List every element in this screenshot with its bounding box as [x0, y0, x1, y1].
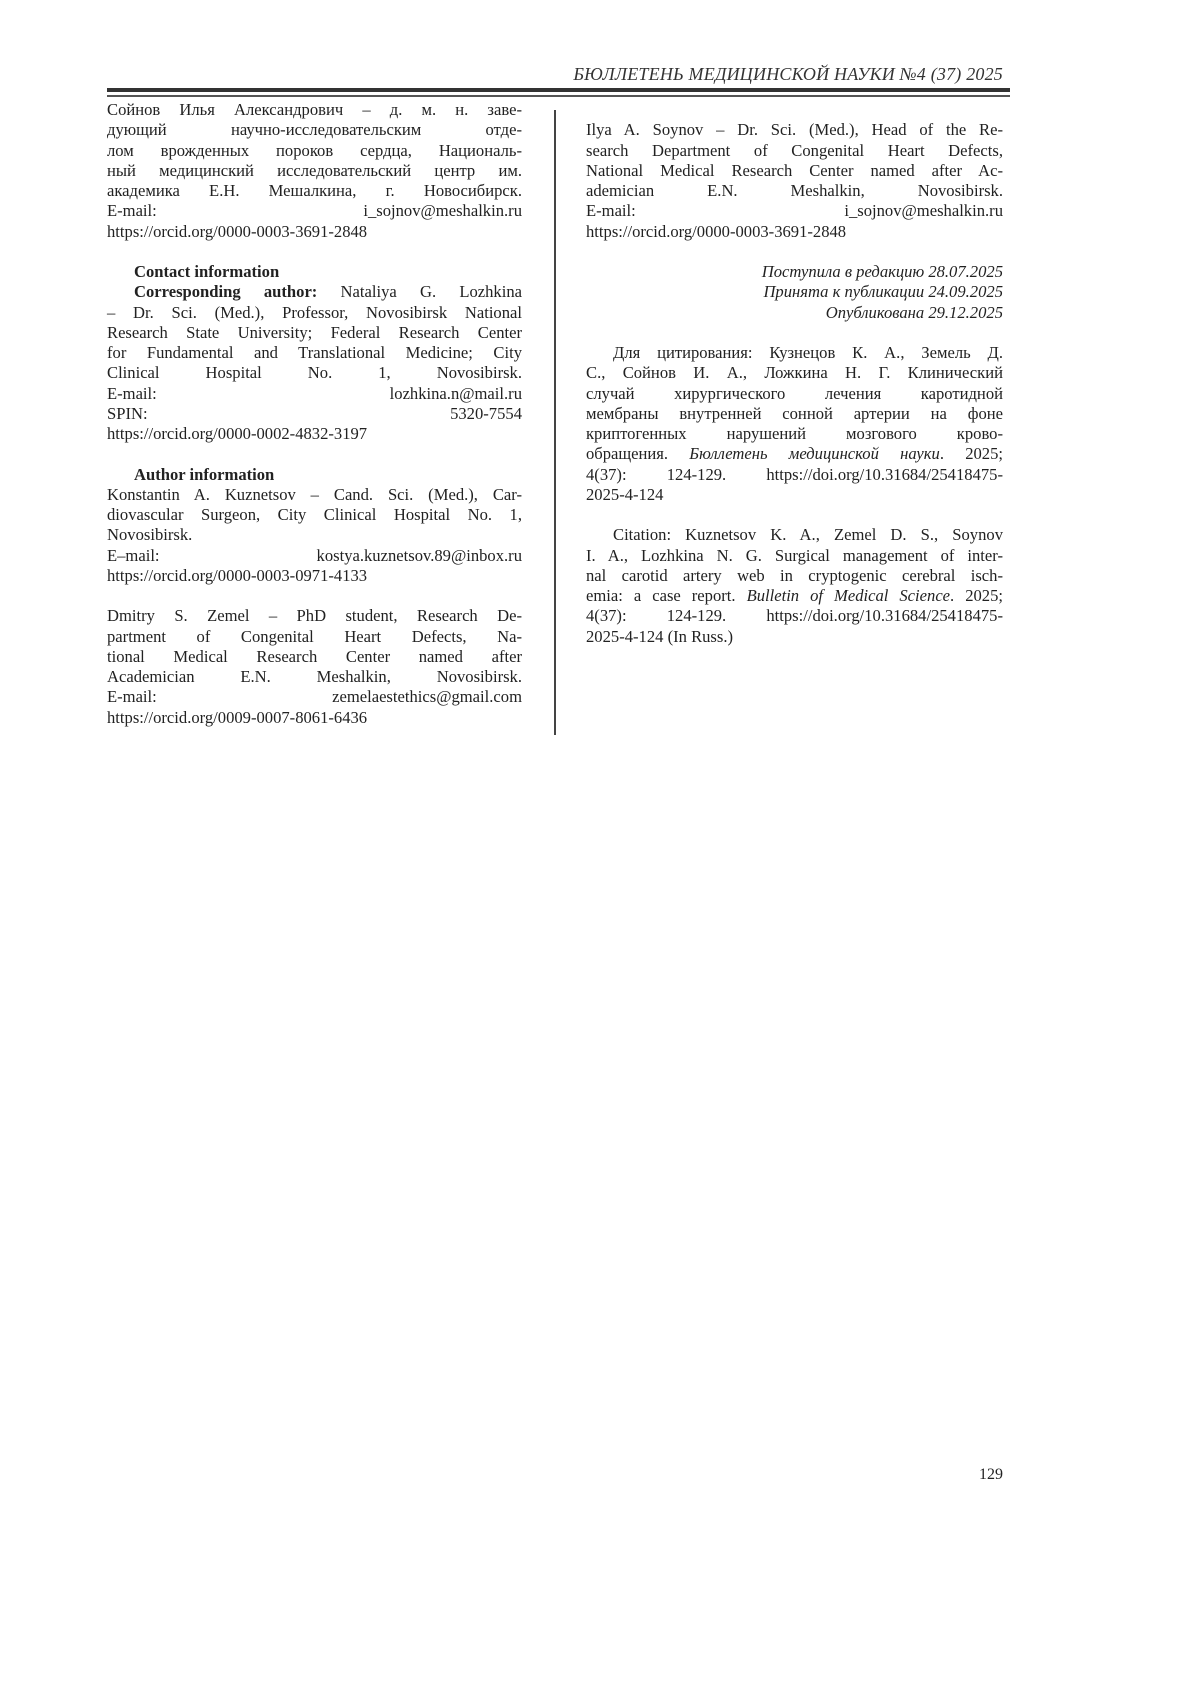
journal-running-header: БЮЛЛЕТЕНЬ МЕДИЦИНСКОЙ НАУКИ №4 (37) 2025 — [573, 64, 1003, 84]
text-segment: Ilya A. Soynov – Dr. Sci. (Med.), Head of the Re- — [586, 120, 1003, 140]
text-segment: Konstantin A. Kuznetsov – Cand. Sci. (Med.), Car- — [107, 484, 522, 504]
text-segment: Novosibirsk. — [107, 525, 193, 545]
right-paragraph — [586, 343, 1003, 505]
text-line — [586, 343, 1003, 363]
text-line — [107, 201, 522, 221]
text-line — [107, 647, 522, 667]
text-segment: I. A., Lozhkina N. G. Surgical management of inter- — [586, 545, 1003, 565]
page-number: 129 — [979, 1466, 1003, 1483]
text-segment: Опубликована 29.12.2025 — [825, 302, 1003, 322]
text-line — [107, 708, 522, 728]
text-line — [586, 262, 1003, 282]
text-segment: ный медицинский исследовательский центр им. — [107, 160, 522, 180]
text-segment: 2025-4-124 (In Russ.) — [586, 626, 734, 646]
left-paragraph — [107, 262, 522, 282]
text-line — [586, 303, 1003, 323]
text-line — [107, 667, 522, 687]
text-line — [107, 404, 522, 424]
text-line — [586, 282, 1003, 302]
text-segment: 4(37): 124-129. https://doi.org/10.31684/25418475- — [586, 464, 1003, 484]
right-column — [586, 100, 1003, 667]
text-segment: Clinical Hospital No. 1, Novosibirsk. — [107, 363, 522, 383]
text-line — [107, 687, 522, 707]
header-rule-thin — [107, 95, 1010, 97]
text-line — [586, 586, 1003, 606]
text-line — [586, 120, 1003, 140]
text-segment: E–mail: kostya.kuznetsov.89@inbox.ru — [107, 545, 522, 565]
text-line — [586, 424, 1003, 444]
text-line — [586, 404, 1003, 424]
text-line — [586, 384, 1003, 404]
text-segment: E-mail: zemelaestethics@gmail.com — [107, 687, 522, 707]
header-rule-thick — [107, 88, 1010, 92]
text-segment: 2025-4-124 — [586, 484, 664, 504]
text-line — [586, 566, 1003, 586]
text-line — [586, 222, 1003, 242]
text-line — [586, 444, 1003, 464]
text-segment: nal carotid artery web in cryptogenic cerebral isch- — [586, 565, 1003, 585]
text-line — [586, 465, 1003, 485]
text-segment: лом врожденных пороков сердца, Националь- — [107, 140, 522, 160]
text-line — [107, 181, 522, 201]
text-line — [586, 363, 1003, 383]
text-line — [107, 262, 522, 282]
text-line — [586, 181, 1003, 201]
text-line — [107, 384, 522, 404]
text-line — [107, 100, 522, 120]
text-line — [107, 141, 522, 161]
bold-heading: Corresponding author: — [134, 282, 318, 302]
text-segment: E-mail: i_sojnov@meshalkin.ru — [586, 201, 1003, 221]
text-line — [586, 525, 1003, 545]
left-paragraph — [107, 282, 522, 444]
text-line — [107, 424, 522, 444]
text-line — [107, 343, 522, 363]
left-paragraph — [107, 100, 522, 242]
right-paragraph — [586, 262, 1003, 323]
left-paragraph — [107, 606, 522, 728]
text-line — [107, 303, 522, 323]
text-segment: Citation: Kuznetsov K. A., Zemel D. S., Soynov — [613, 525, 1003, 545]
text-segment: Research State University; Federal Research Center — [107, 322, 522, 342]
text-line — [107, 485, 522, 505]
text-segment: – Dr. Sci. (Med.), Professor, Novosibirsk National — [107, 302, 522, 322]
text-segment: https://orcid.org/0009-0007-8061-6436 — [107, 707, 368, 727]
text-segment: https://orcid.org/0000-0003-3691-2848 — [586, 221, 847, 241]
text-line — [107, 363, 522, 383]
journal-title: Бюллетень медицинской науки — [689, 444, 940, 464]
text-line — [107, 465, 522, 485]
text-segment: emia: a case report. — [586, 586, 747, 605]
text-line — [586, 546, 1003, 566]
text-segment: Academician E.N. Meshalkin, Novosibirsk. — [107, 667, 522, 686]
text-segment: diovascular Surgeon, City Clinical Hospital No. 1, — [107, 505, 522, 524]
left-column — [107, 100, 522, 748]
text-line — [586, 606, 1003, 626]
text-line — [107, 546, 522, 566]
text-line — [107, 566, 522, 586]
text-segment: С., Сойнов И. А., Ложкина Н. Г. Клинический — [586, 363, 1003, 383]
text-segment: https://orcid.org/0000-0002-4832-3197 — [107, 424, 368, 443]
text-segment: случай хирургического лечения каротидной — [586, 383, 1003, 403]
text-line — [586, 161, 1003, 181]
text-segment: Сойнов Илья Александрович – д. м. н. заве- — [107, 100, 522, 119]
text-segment: for Fundamental and Translational Medicine; City — [107, 343, 522, 362]
text-line — [107, 120, 522, 140]
text-segment: Для цитирования: Кузнецов К. А., Земель Д. — [613, 343, 1003, 362]
bold-heading: Contact information — [134, 262, 280, 281]
text-segment: Принята к публикации 24.09.2025 — [763, 282, 1003, 302]
text-segment: . 2025; — [950, 586, 1003, 605]
text-segment: обращения. — [586, 444, 690, 464]
right-paragraph — [586, 525, 1003, 647]
text-segment: Поступила в редакцию 28.07.2025 — [761, 262, 1003, 281]
text-segment: академика Е.Н. Мешалкина, г. Новосибирск. — [107, 181, 522, 200]
text-line — [107, 323, 522, 343]
right-paragraph — [586, 120, 1003, 242]
text-segment: Dmitry S. Zemel – PhD student, Research De- — [107, 606, 522, 626]
text-line — [586, 201, 1003, 221]
text-line — [586, 485, 1003, 505]
text-segment: E-mail: i_sojnov@meshalkin.ru — [107, 201, 522, 221]
text-line — [107, 525, 522, 545]
text-segment: мембраны внутренней сонной артерии на фоне — [586, 403, 1003, 423]
left-paragraph — [107, 485, 522, 586]
text-segment: ademician E.N. Meshalkin, Novosibirsk. — [586, 181, 1003, 200]
text-line — [107, 161, 522, 181]
text-segment: Nataliya G. Lozhkina — [317, 282, 522, 302]
spacer — [586, 100, 1003, 120]
bold-heading: Author information — [134, 464, 275, 484]
text-line — [586, 627, 1003, 647]
text-segment: https://orcid.org/0000-0003-0971-4133 — [107, 565, 368, 585]
text-segment: SPIN: 5320-7554 — [107, 403, 522, 423]
column-divider — [554, 110, 556, 735]
text-segment: криптогенных нарушений мозгового крово- — [586, 424, 1003, 443]
text-line — [107, 282, 522, 302]
text-segment: partment of Congenital Heart Defects, Na- — [107, 626, 522, 646]
text-segment: tional Medical Research Center named after — [107, 646, 522, 666]
text-segment: search Department of Congenital Heart Defects, — [586, 140, 1003, 160]
text-line — [107, 505, 522, 525]
text-segment: https://orcid.org/0000-0003-3691-2848 — [107, 221, 368, 241]
text-line — [107, 627, 522, 647]
text-line — [107, 222, 522, 242]
text-segment: . 2025; — [939, 444, 1003, 464]
text-segment: дующий научно-исследовательским отде- — [107, 120, 522, 140]
text-line — [586, 141, 1003, 161]
text-segment: 4(37): 124-129. https://doi.org/10.31684/25418475- — [586, 606, 1003, 626]
journal-title: Bulletin of Medical Science — [746, 586, 951, 605]
text-line — [107, 606, 522, 626]
text-segment: E-mail: lozhkina.n@mail.ru — [107, 383, 522, 403]
left-paragraph — [107, 465, 522, 485]
text-segment: National Medical Research Center named after Ac- — [586, 160, 1003, 180]
